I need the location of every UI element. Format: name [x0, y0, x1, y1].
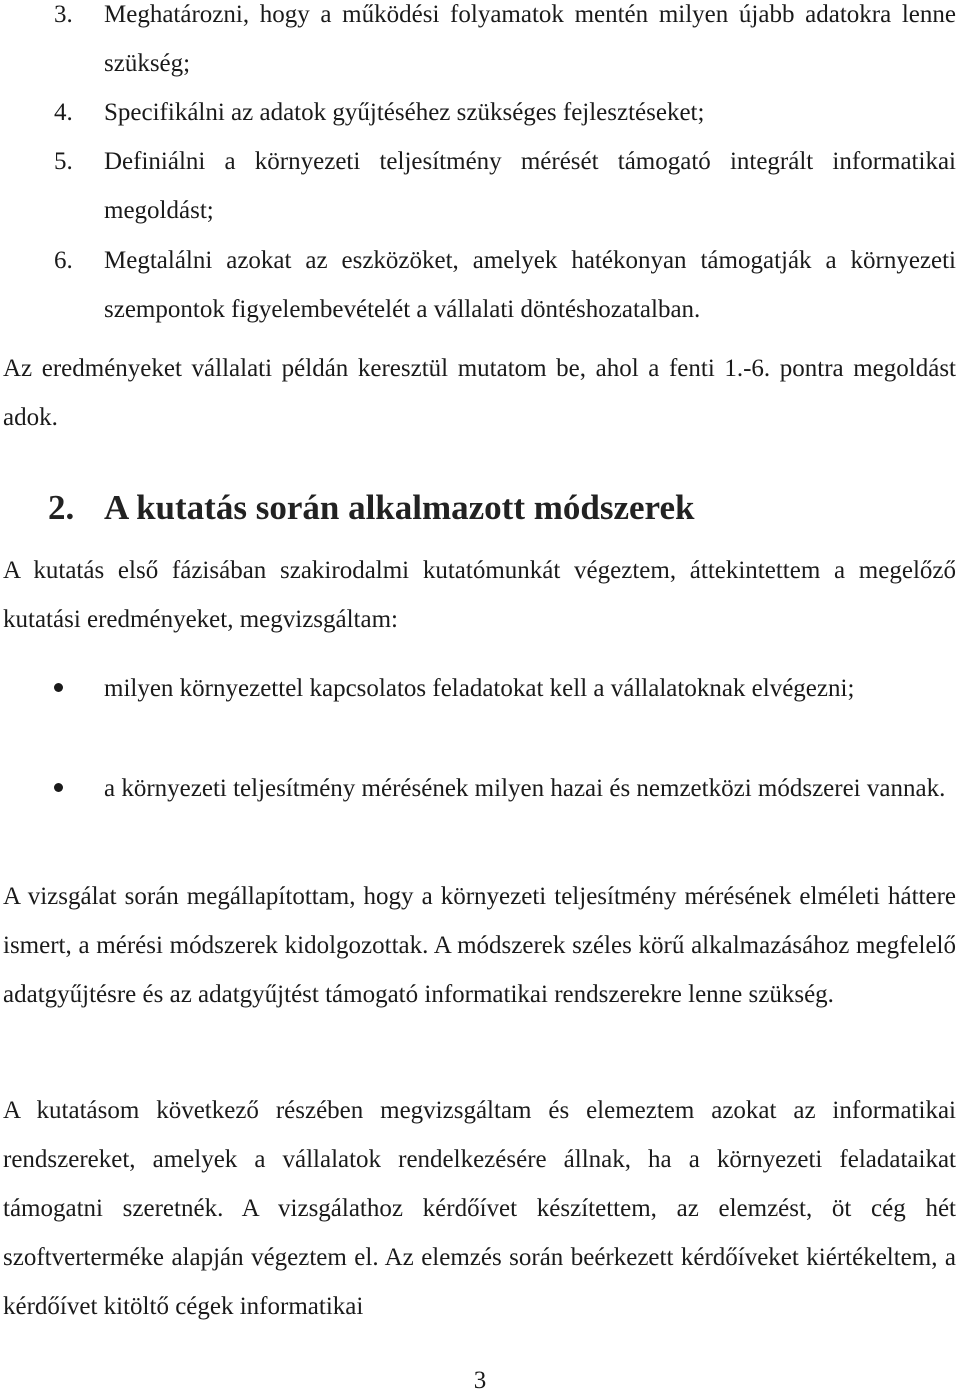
results-paragraph: Az eredményeket vállalati példán keresztül mutatom be, ahol a fenti 1.-6. pontra megoldást adok.	[3, 355, 956, 431]
list-item	[54, 0, 956, 88]
list-item-text: Megtalálni azokat az eszközöket, amelyek hatékonyan támogatják a környezeti szempontok figyelembevételét a vállalati döntéshozatalban.	[104, 247, 956, 323]
list-item	[54, 137, 956, 235]
section-heading	[48, 486, 948, 530]
bullet-icon	[54, 783, 63, 792]
list-item-text: Definiálni a környezeti teljesítmény mérését támogató integrált informatikai megoldást;	[104, 148, 956, 224]
list-marker: 5.	[54, 148, 73, 175]
bullet-icon	[54, 683, 63, 692]
list-marker: 6.	[54, 247, 73, 274]
list-item	[104, 764, 956, 813]
list-marker: 3.	[54, 1, 73, 28]
list-item	[104, 664, 956, 713]
section-number: 2.	[48, 488, 75, 527]
body-paragraph: A kutatás első fázisában szakirodalmi kutatómunkát végeztem, áttekintettem a megelőző kutatási eredményeket, megvizsgáltam:	[3, 557, 956, 633]
section-title: A kutatás során alkalmazott módszerek	[104, 488, 695, 527]
list-item-text: milyen környezettel kapcsolatos feladatokat kell a vállalatoknak elvégezni;	[104, 675, 855, 702]
page-number: 3	[473, 1367, 487, 1394]
body-paragraph: A vizsgálat során megállapítottam, hogy a környezeti teljesítmény mérésének elméleti háttere ismert, a mérési módszerek kidolgozottak. A módszerek széles körű alkalmazásához megfelelő adatgyűjtésre és az adatgyűjtést támogató informatikai rendszerekre lenne szükség.	[3, 883, 956, 1008]
list-item	[54, 236, 956, 334]
list-item-text: a környezeti teljesítmény mérésének milyen hazai és nemzetközi módszerei vannak.	[104, 775, 946, 802]
list-item	[54, 88, 956, 137]
list-marker: 4.	[54, 99, 73, 126]
list-item-text: Specifikálni az adatok gyűjtéséhez szükséges fejlesztéseket;	[104, 99, 705, 126]
list-item-text: Meghatározni, hogy a működési folyamatok mentén milyen újabb adatokra lenne szükség;	[104, 1, 956, 77]
body-paragraph: A kutatásom következő részében megvizsgáltam és elemeztem azokat az informatikai rendszereket, amelyek a vállalatok rendelkezésére állnak, ha a környezeti feladataikat támogatni szeretnék. A vizsgálathoz kérdőívet készítettem, az elemzést, öt cég hét szoftverterméke alapján végeztem el. Az elemzés során beérkezett kérdőíveket kiértékeltem, a kérdőívet kitöltő cégek informatikai	[3, 1097, 956, 1320]
